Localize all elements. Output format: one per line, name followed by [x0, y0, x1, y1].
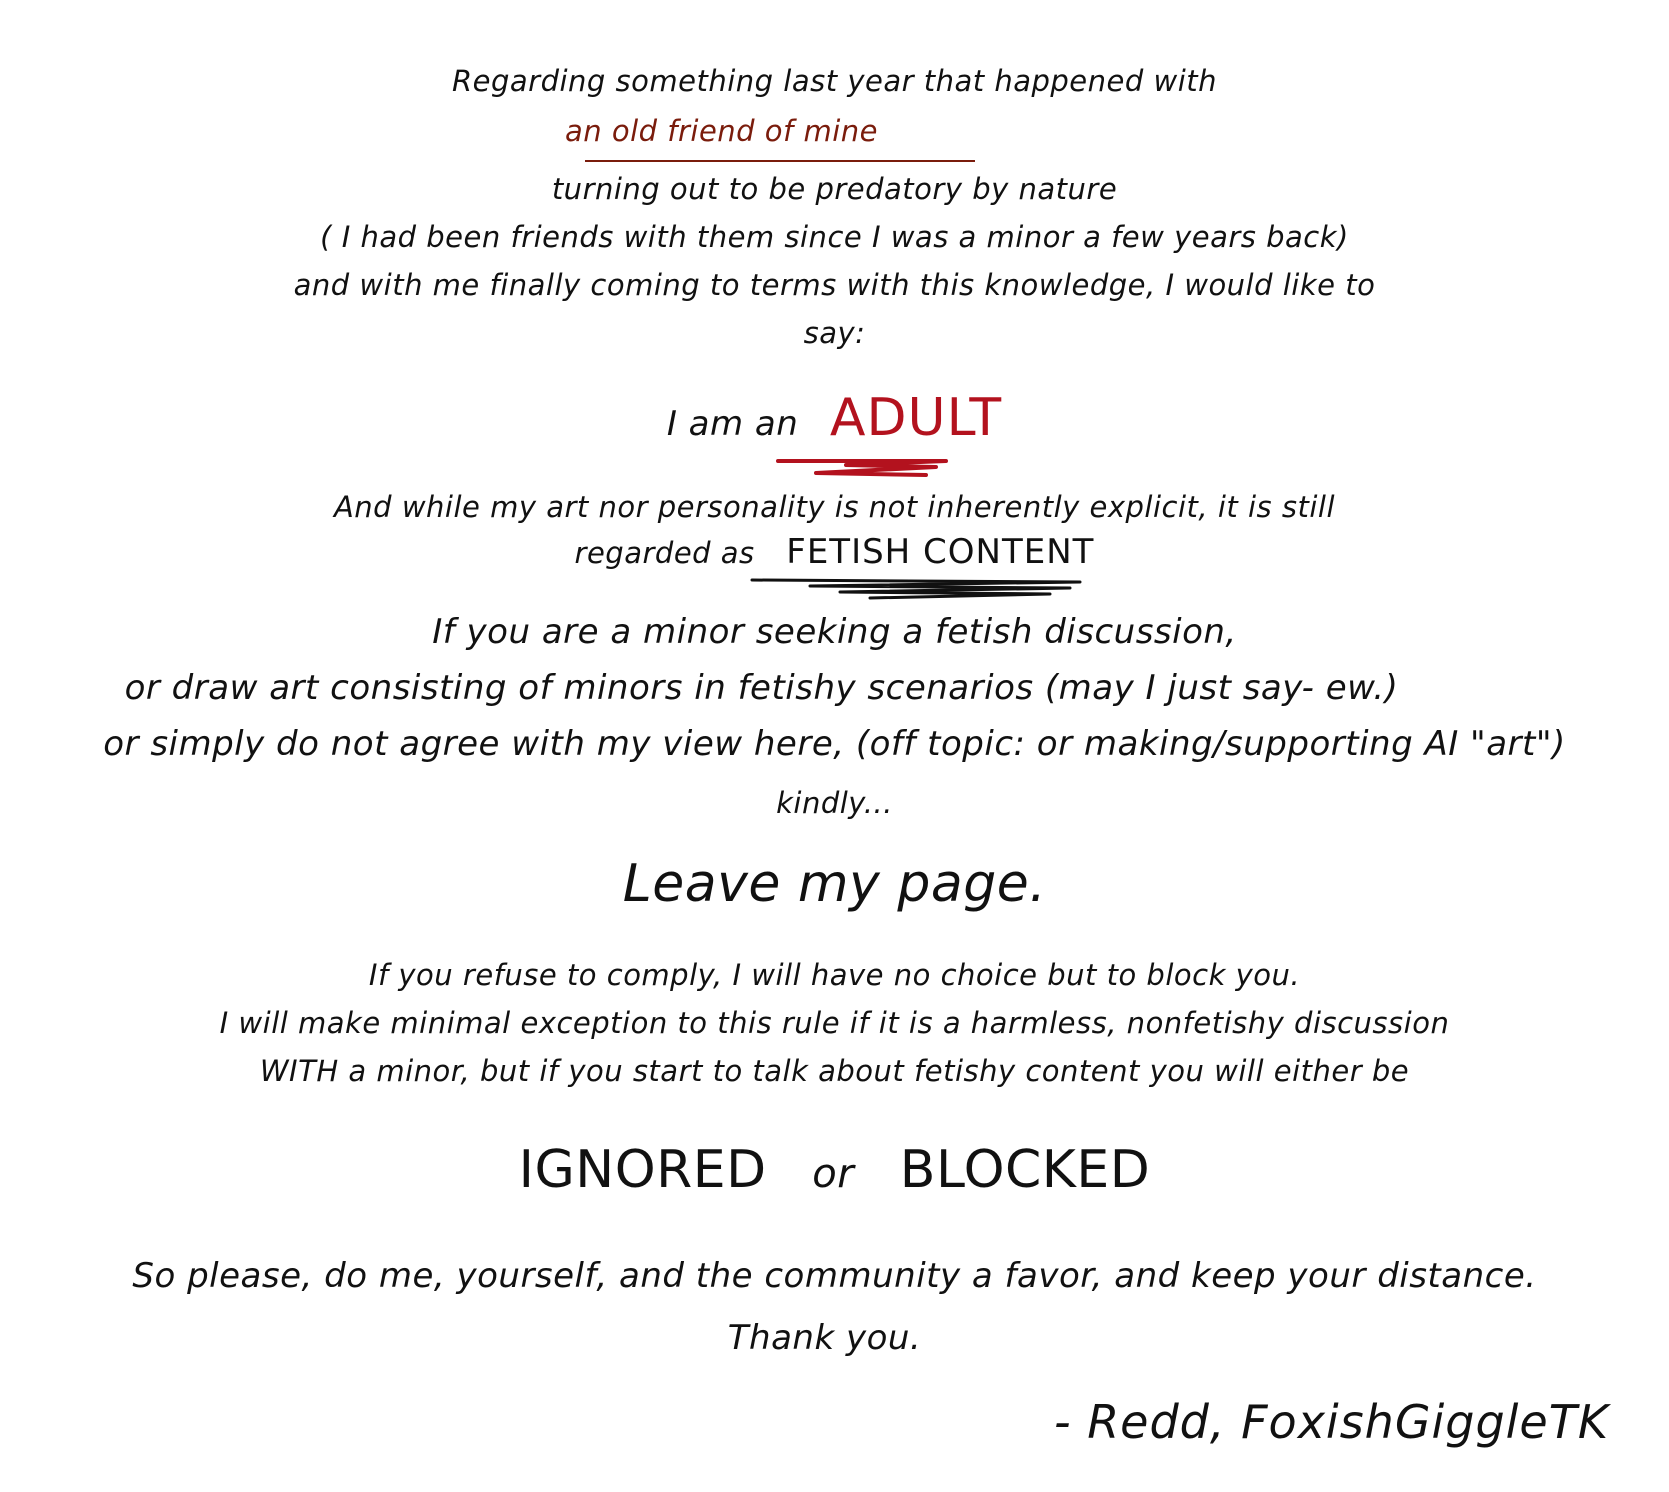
consequence-statement	[0, 1140, 1669, 1200]
signature: - Redd, FoxishGiggleTK	[1053, 1395, 1609, 1449]
intro-line-3: turning out to be predatory by nature	[551, 172, 1118, 206]
highlight-underline	[585, 160, 975, 162]
conditions-line-3: or simply do not agree with my view here, (off topic: or making/supporting AI "art")	[103, 724, 1566, 764]
content-prefix: regarded as	[574, 536, 755, 570]
closing-line-1: So please, do me, yourself, and the community a favor, and keep your distance.	[132, 1256, 1537, 1296]
content-scribble-underline	[750, 574, 1090, 604]
intro-line-4: ( I had been friends with them since I was a minor a few years back)	[320, 220, 1349, 254]
conditions-line-1: If you are a minor seeking a fetish discussion,	[432, 612, 1237, 652]
rules-line-2: I will make minimal exception to this rule if it is a harmless, nonfetishy discussion	[219, 1006, 1450, 1040]
adult-prefix: I am an	[666, 404, 799, 444]
content-emphasis: FETISH CONTENT	[786, 532, 1095, 572]
demand-heading: Leave my page.	[622, 854, 1047, 914]
adult-statement	[0, 388, 1669, 448]
content-statement	[0, 532, 1669, 572]
intro-line-1: Regarding something last year that happened with	[451, 64, 1218, 98]
rules-line-1: If you refuse to comply, I will have no choice but to block you.	[368, 958, 1301, 992]
consequence-option-1: IGNORED	[518, 1140, 767, 1200]
rules-line-3: WITH a minor, but if you start to talk about fetishy content you will either be	[259, 1054, 1410, 1088]
consequence-connector: or	[812, 1151, 855, 1197]
intro-line-5: and with me finally coming to terms with this knowledge, I would like to	[293, 268, 1376, 302]
conditions-line-4: kindly...	[776, 786, 893, 820]
conditions-line-2: or draw art consisting of minors in fetishy scenarios (may I just say- ew.)	[124, 668, 1399, 708]
content-line-1: And while my art nor personality is not inherently explicit, it is still	[333, 490, 1336, 524]
adult-scribble-underline	[776, 455, 956, 485]
intro-line-6: say:	[803, 316, 866, 350]
consequence-option-2: BLOCKED	[899, 1140, 1151, 1200]
closing-line-2: Thank you.	[727, 1318, 922, 1358]
intro-highlight: an old friend of mine	[564, 114, 879, 148]
adult-emphasis: ADULT	[829, 388, 1003, 448]
